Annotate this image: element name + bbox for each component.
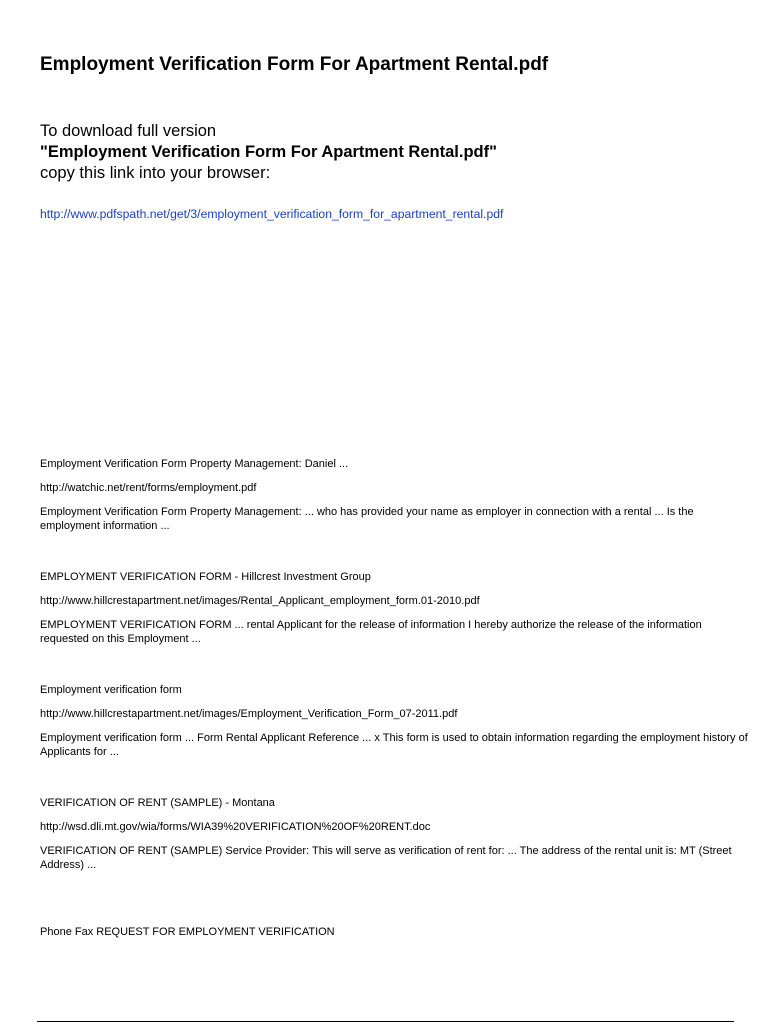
result-url: http://www.hillcrestapartment.net/images/Employment_Verification_Form_07-2011.pdf: [40, 708, 458, 720]
result-snippet: Employment Verification Form Property Management: ... who has provided your name as employer in connection with a rental ... Is the employment information ...: [40, 506, 694, 532]
download-line-1: To download full version: [40, 122, 217, 140]
result-snippet: VERIFICATION OF RENT (SAMPLE) Service Provider: This will serve as verification of rent for: ... The address of the rental unit is: MT (Street Address) ...: [40, 845, 732, 871]
result-item: [40, 570, 750, 646]
download-link[interactable]: http://www.pdfspath.net/get/3/employment_verification_form_for_apartment_rental.pdf: [40, 207, 504, 221]
result-item: [40, 796, 750, 872]
result-url: http://watchic.net/rent/forms/employment.pdf: [40, 482, 257, 494]
result-item: [40, 457, 750, 533]
result-title: EMPLOYMENT VERIFICATION FORM - Hillcrest Investment Group: [40, 571, 371, 583]
result-title: VERIFICATION OF RENT (SAMPLE) - Montana: [40, 797, 275, 809]
result-item: [40, 683, 750, 759]
download-filename: "Employment Verification Form For Apartment Rental.pdf": [40, 143, 497, 161]
result-snippet: EMPLOYMENT VERIFICATION FORM ... rental Applicant for the release of information I hereby authorize the release of the information requested on this Employment ...: [40, 619, 702, 645]
result-url: http://www.hillcrestapartment.net/images/Rental_Applicant_employment_form.01-2010.pdf: [40, 595, 480, 607]
result-snippet: Employment verification form ... Form Rental Applicant Reference ... x This form is used to obtain information regarding the employment history of Applicants for ...: [40, 732, 748, 758]
download-line-3: copy this link into your browser:: [40, 164, 271, 182]
result-title-truncated: Phone Fax REQUEST FOR EMPLOYMENT VERIFICATION: [40, 926, 335, 938]
result-url: http://wsd.dli.mt.gov/wia/forms/WIA39%20VERIFICATION%20OF%20RENT.doc: [40, 821, 431, 833]
result-title: Employment Verification Form Property Management: Daniel ...: [40, 458, 349, 470]
download-instructions: [40, 121, 497, 184]
page-bottom-divider: [37, 1021, 734, 1022]
page-title: Employment Verification Form For Apartment Rental.pdf: [40, 54, 549, 75]
search-results: [40, 457, 750, 909]
result-title: Employment verification form: [40, 684, 182, 696]
